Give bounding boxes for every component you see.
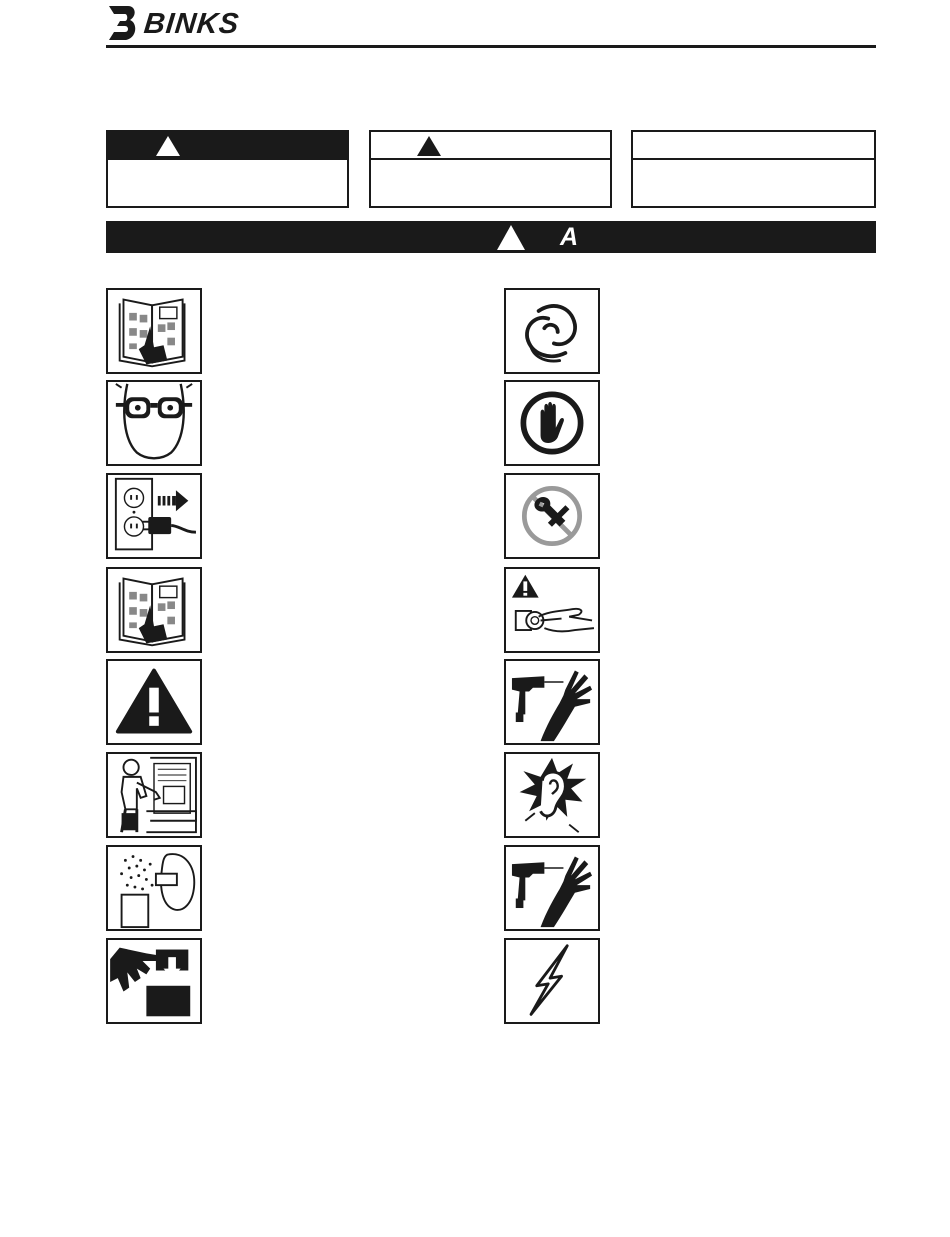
- danger-signal-header: [108, 132, 347, 160]
- warning-triangle-icon: [497, 225, 525, 250]
- caution-signal-box: [631, 130, 876, 208]
- stop-hand-icon: [504, 380, 600, 466]
- no-tool-modification-icon: [504, 473, 600, 559]
- electric-shock-icon: [504, 938, 600, 1024]
- banner-letter: A: [560, 223, 579, 251]
- caution-signal-header: [633, 132, 874, 160]
- ventilated-spray-booth-icon: [106, 752, 202, 838]
- injection-hazard-icon: [504, 659, 600, 745]
- binks-logo-mark-icon: [106, 4, 140, 44]
- warning-triangle-icon: [156, 136, 180, 156]
- warning-exclamation-icon: [106, 659, 202, 745]
- warning-triangle-icon: [417, 136, 441, 156]
- warning-signal-header: [371, 132, 610, 160]
- eye-protection-icon: [106, 380, 202, 466]
- hearing-noise-icon: [504, 752, 600, 838]
- pinch-point-hand-icon: [106, 938, 202, 1024]
- header-rule: [106, 45, 876, 48]
- danger-signal-box: [106, 130, 349, 208]
- read-manual-icon: [106, 288, 202, 374]
- rotating-parts-icon: [504, 288, 600, 374]
- respirator-mask-icon: [106, 845, 202, 931]
- injection-hazard-icon: [504, 845, 600, 931]
- brand-name: BINKS: [142, 7, 241, 40]
- binks-logo: [106, 3, 239, 45]
- warning-signal-box: [369, 130, 612, 208]
- safety-banner: [106, 221, 876, 253]
- unplug-power-icon: [106, 473, 202, 559]
- read-manual-icon: [106, 567, 202, 653]
- pressure-relief-button-icon: [504, 567, 600, 653]
